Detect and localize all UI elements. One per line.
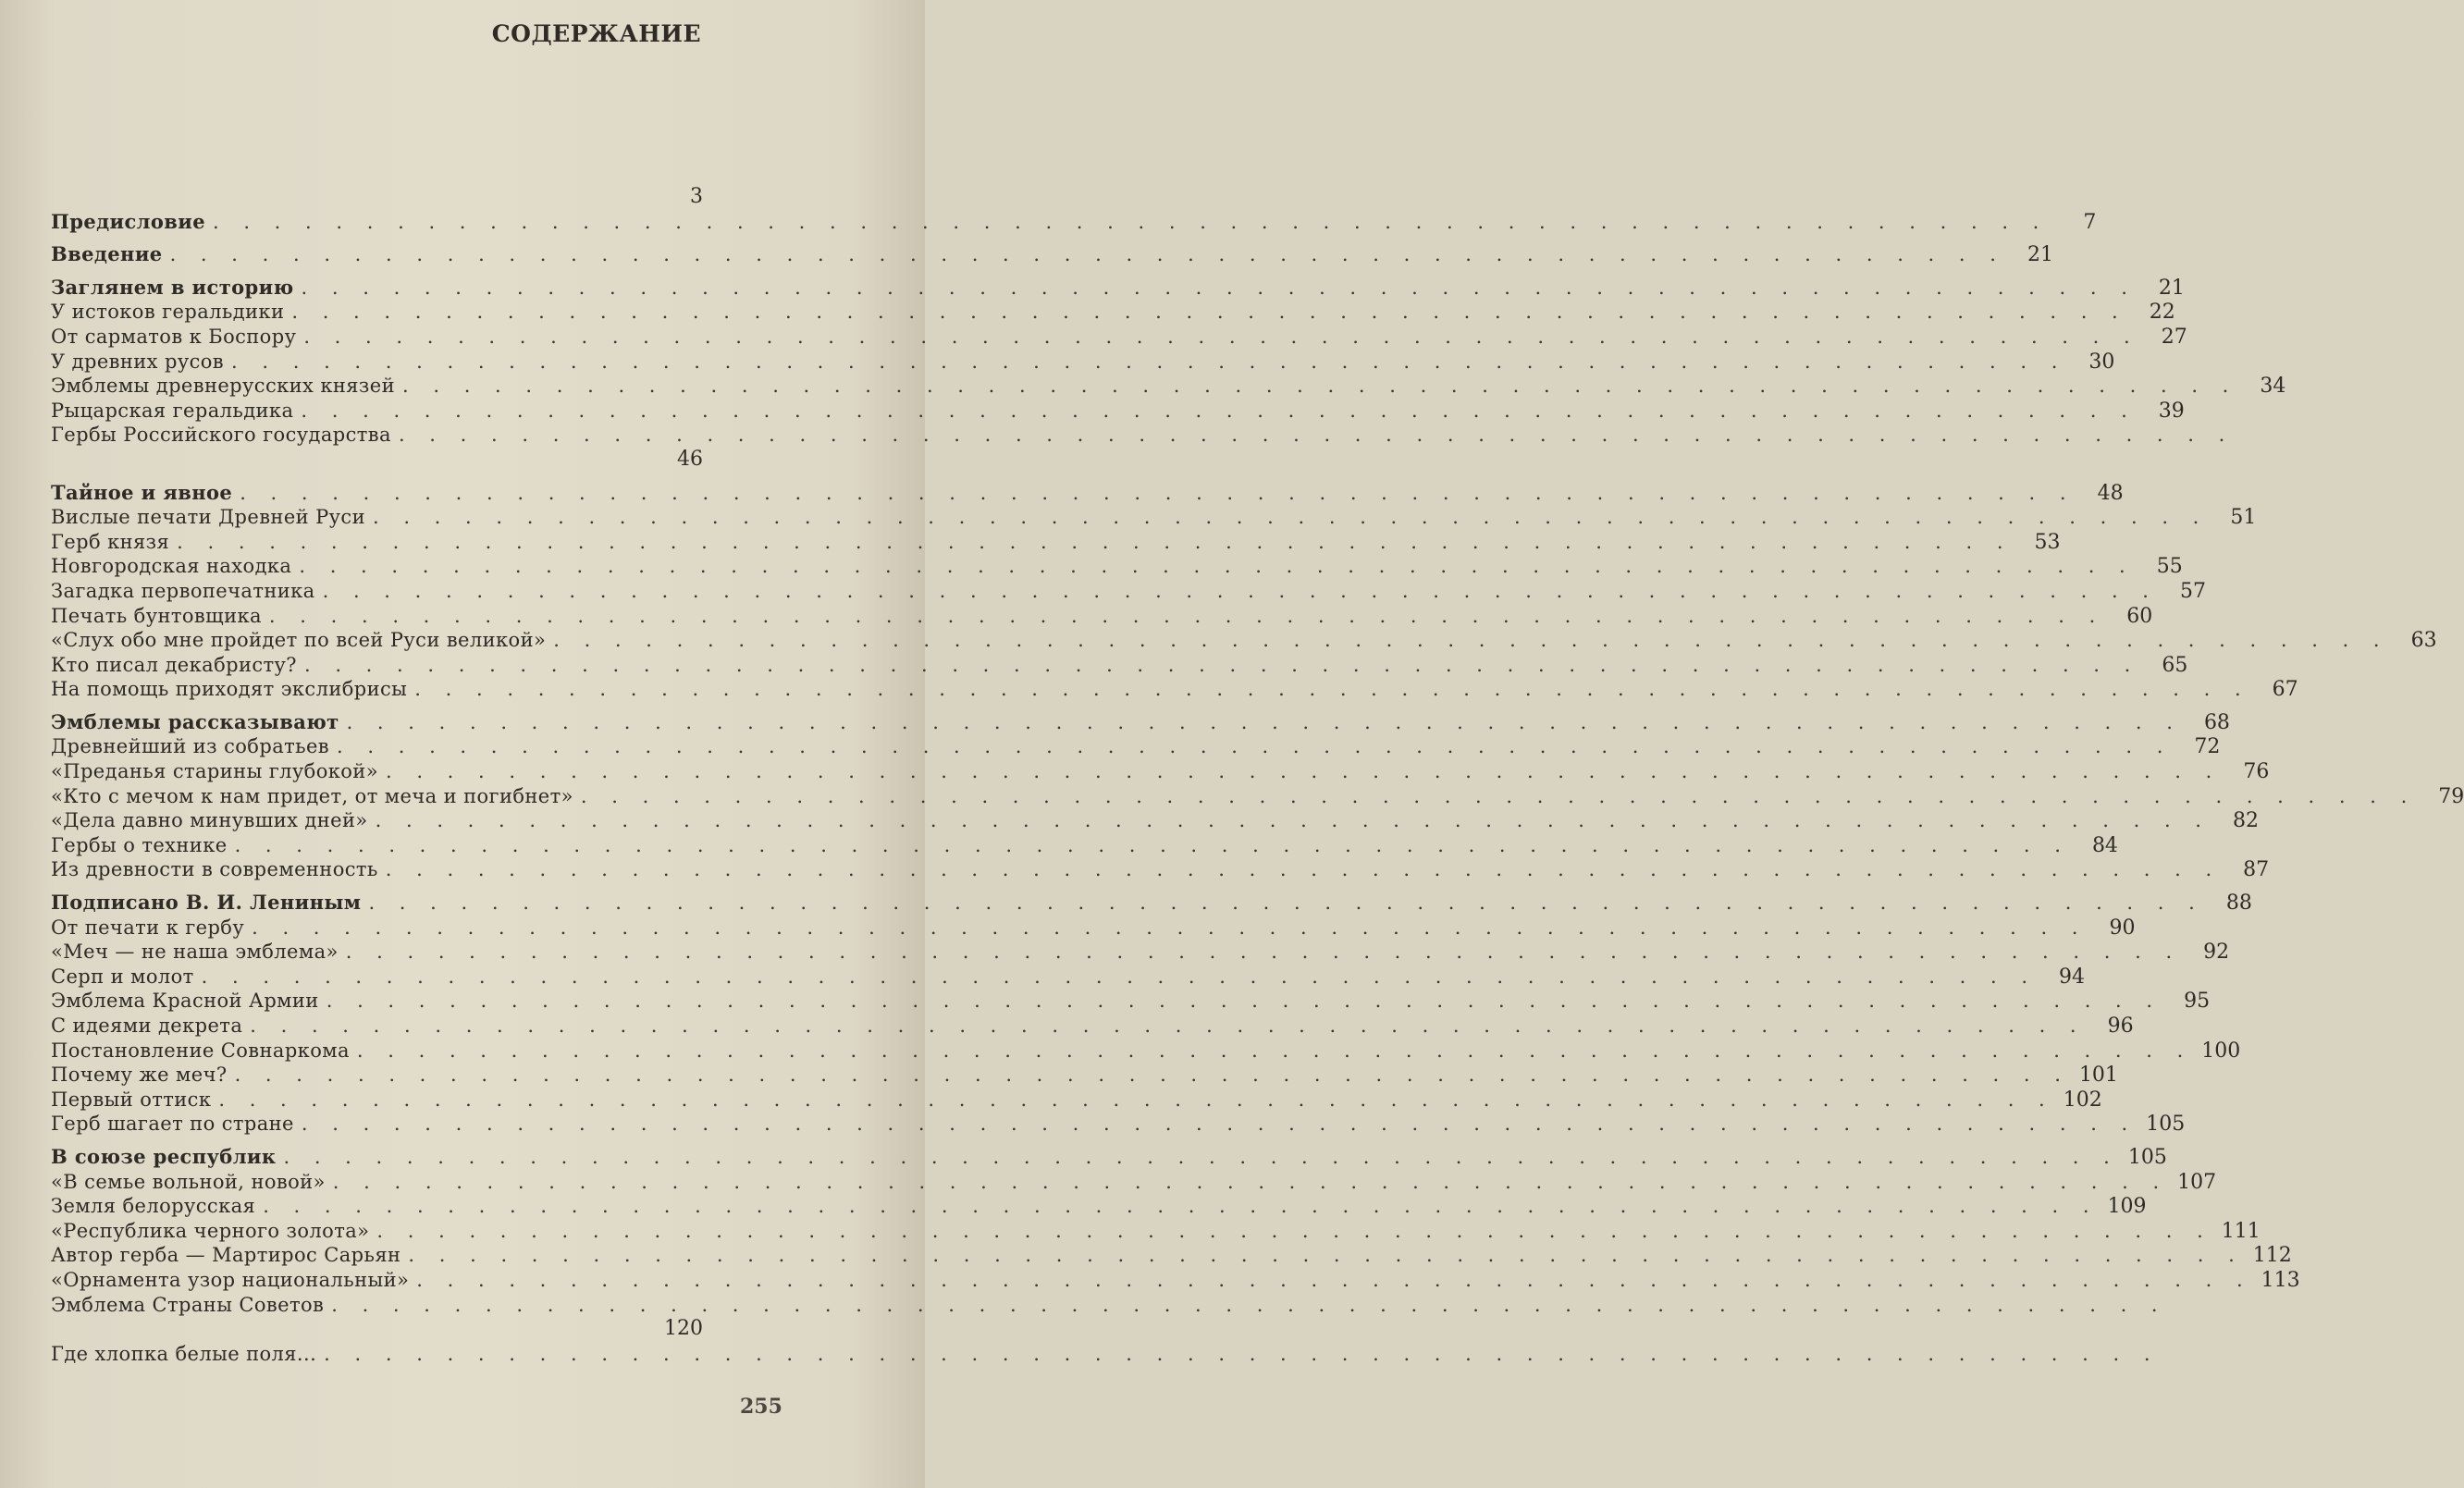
toc-entry-title: «Орнамента узор национальный» [51,1268,410,1291]
dot-leader: . . . . . . . . . . . . . . . . . . . . . . . . . . . . . . . . . . . . . . . . . . . . . . . . . . . . . . . . . . . . [240,481,2076,504]
toc-entry-title: Эмблемы рассказывают [51,709,339,733]
toc-page-number: 84 [2091,833,2118,857]
toc-page-number: 79 [2438,784,2464,808]
toc-page-number: 90 [2109,916,2136,940]
toc-page-number: 21 [2158,276,2185,300]
dot-leader: . . . . . . . . . . . . . . . . . . . . . . . . . . . . . . . . . . . . . . . . . . . . . . . . . . . . . . . . . . . . [398,424,2235,447]
toc-page-number: 46 [677,447,703,471]
toc-section-heading [51,480,2124,506]
dot-leader: . . . . . . . . . . . . . . . . . . . . . . . . . . . . . . . . . . . . . . . . . . . . . . . . . . . . . . . . . . . . [385,858,2222,881]
dot-leader: . . . . . . . . . . . . . . . . . . . . . . . . . . . . . . . . . . . . . . . . . . . . . . . . . . . . . . . . . . . . [368,892,2204,915]
toc-page-number: 68 [2203,710,2230,734]
toc-page-number: 88 [2225,892,2252,916]
dot-leader: . . . . . . . . . . . . . . . . . . . . . . . . . . . . . . . . . . . . . . . . . . . . . . . . . . . . . . . . . . . . [169,243,2005,266]
dot-leader: . . . . . . . . . . . . . . . . . . . . . . . . . . . . . . . . . . . . . . . . . . . . . . . . . . . . . . . . . . . . [283,1145,2119,1168]
toc-entry-title: Эмблема Страны Советов [51,1293,325,1316]
toc-entry-title: «Слух обо мне пройдет по всей Руси великой» [51,629,547,652]
toc-entry [51,579,2206,604]
toc-entry-title: От печати к гербу [51,916,245,939]
toc-entry-title: Введение [51,242,163,266]
toc-page-number: 67 [2272,678,2298,702]
toc-entry [51,784,2464,809]
toc-page-number: 82 [2233,809,2259,833]
toc-page-number: 3 [690,185,703,208]
toc-entry-title: Герб князя [51,530,170,553]
toc-entry-title: Древнейший из собратьев [51,735,330,758]
toc-entry [51,1243,2292,1268]
toc-page-number: 102 [2063,1088,2102,1112]
toc-page-number: 96 [2107,1015,2134,1038]
toc-page-number: 76 [2243,760,2270,784]
toc-entry-title: Вислые печати Древней Руси [51,506,365,529]
toc-entry-title: «Меч — не наша эмблема» [51,941,339,964]
toc-entry-title: От сарматов к Боспору [51,325,297,348]
dot-leader: . . . . . . . . . . . . . . . . . . . . . . . . . . . . . . . . . . . . . . . . . . . . . . . . . . . . . . . . . . . . [416,1268,2252,1291]
toc-entry [51,916,2136,941]
toc-page-number: 65 [2162,653,2188,677]
toc-entry [51,530,2061,555]
toc-entry-title: Рыцарская геральдика [51,399,294,422]
toc-section-heading [51,1144,2167,1170]
toc-entry-title: С идеями декрета [51,1015,243,1037]
toc-entry [51,628,2437,653]
toc-section-heading [51,275,2185,301]
toc-page-number: 107 [2177,1170,2217,1194]
toc-entry [51,554,2183,579]
dot-leader: . . . . . . . . . . . . . . . . . . . . . . . . . . . . . . . . . . . . . . . . . . . . . . . . . . . . . . . . . . . . [414,678,2250,701]
toc-entry [51,940,2230,965]
dot-leader: . . . . . . . . . . . . . . . . . . . . . . . . . . . . . . . . . . . . . . . . . . . . . . . . . . . . . . . . . . . . [301,399,2137,422]
toc-entry [51,1268,2300,1293]
toc-entry-title: Эмблема Красной Армии [51,990,319,1013]
toc-entry-title: В союзе республик [51,1144,277,1168]
table-of-contents [51,185,2464,1366]
toc-entry [51,325,2187,350]
toc-entry [51,653,2188,678]
dot-leader: . . . . . . . . . . . . . . . . . . . . . . . . . . . . . . . . . . . . . . . . . . . . . . . . . . . . . . . . . . . . [402,375,2238,398]
dot-leader: . . . . . . . . . . . . . . . . . . . . . . . . . . . . . . . . . . . . . . . . . . . . . . . . . . . . . . . . . . . . [212,210,2049,233]
dot-leader: . . . . . . . . . . . . . . . . . . . . . . . . . . . . . . . . . . . . . . . . . . . . . . . . . . . . . . . . . . . . [553,629,2389,652]
toc-entry-title: Из древности в современность [51,858,378,881]
dot-leader: . . . . . . . . . . . . . . . . . . . . . . . . . . . . . . . . . . . . . . . . . . . . . . . . . . . . . . . . . . . . [301,276,2137,299]
toc-entry-title: Предисловие [51,209,205,233]
toc-entry-title: Автор герба — Мартирос Сарьян [51,1244,401,1267]
dot-leader: . . . . . . . . . . . . . . . . . . . . . . . . . . . . . . . . . . . . . . . . . . . . . . . . . . . . . . . . . . . . [385,760,2222,783]
toc-entry [51,1112,2186,1137]
toc-entry-title: Кто писал декабристу? [51,653,297,676]
toc-entry [51,300,2175,325]
toc-entry [51,965,2086,990]
toc-entry [51,1194,2147,1219]
dot-leader: . . . . . . . . . . . . . . . . . . . . . . . . . . . . . . . . . . . . . . . . . . . . . . . . . . . . . . . . . . . . [408,1244,2244,1267]
toc-entry [51,1342,2160,1367]
toc-entry-title: Эмблемы древнерусских князей [51,375,395,398]
toc-page-number: 105 [2127,1145,2167,1169]
toc-entry-title: «Дела давно минувших дней» [51,809,368,832]
toc-entry-title: Постановление Совнаркома [51,1039,350,1062]
toc-entry-title: Подписано В. И. Лениным [51,891,362,915]
dot-leader: . . . . . . . . . . . . . . . . . . . . . . . . . . . . . . . . . . . . . . . . . . . . . . . . . . . . . . . . . . . . [234,833,2070,856]
toc-entry [51,399,2185,424]
dot-leader: . . . . . . . . . . . . . . . . . . . . . . . . . . . . . . . . . . . . . . . . . . . . . . . . . . . . . . . . . . . . [301,1113,2138,1136]
toc-section-heading [51,209,2097,235]
dot-leader: . . . . . . . . . . . . . . . . . . . . . . . . . . . . . . . . . . . . . . . . . . . . . . . . . . . . . . . . . . . . [332,1170,2169,1193]
toc-lone-page [51,185,703,210]
toc-entry [51,1063,2118,1088]
dot-leader: . . . . . . . . . . . . . . . . . . . . . . . . . . . . . . . . . . . . . . . . . . . . . . . . . . . . . . . . . . . . [234,1064,2070,1087]
toc-page-number: 51 [2230,506,2257,530]
dot-leader: . . . . . . . . . . . . . . . . . . . . . . . . . . . . . . . . . . . . . . . . . . . . . . . . . . . . . . . . . . . . [345,941,2182,964]
toc-entry [51,759,2270,784]
toc-entry [51,857,2270,882]
dot-leader: . . . . . . . . . . . . . . . . . . . . . . . . . . . . . . . . . . . . . . . . . . . . . . . . . . . . . . . . . . . . [231,350,2067,373]
toc-entry-title: «Кто с мечом к нам придет, от меча и погибнет» [51,784,573,807]
toc-page-number: 87 [2243,858,2270,882]
dot-leader: . . . . . . . . . . . . . . . . . . . . . . . . . . . . . . . . . . . . . . . . . . . . . . . . . . . . . . . . . . . . [324,1342,2160,1365]
toc-entry [51,1219,2261,1244]
toc-page-number: 21 [2027,243,2053,267]
toc-page-number: 39 [2158,399,2185,423]
toc-section-heading [51,891,2252,916]
toc-section-heading [51,242,2053,267]
toc-page-number: 63 [2410,629,2437,653]
page-heading: СОДЕРЖАНИЕ [491,20,701,47]
toc-entry-title: Гербы о технике [51,833,228,856]
toc-entry-title: Печать бунтовщика [51,604,262,627]
toc-page-number: 72 [2194,735,2221,759]
toc-entry [51,808,2259,833]
dot-leader: . . . . . . . . . . . . . . . . . . . . . . . . . . . . . . . . . . . . . . . . . . . . . . . . . . . . . . . . . . . . [303,325,2139,348]
toc-entry-title: Серп и молот [51,965,194,988]
dot-leader: . . . . . . . . . . . . . . . . . . . . . . . . . . . . . . . . . . . . . . . . . . . . . . . . . . . . . . . . . . . . [346,710,2182,733]
toc-page-number: 34 [2260,375,2286,399]
toc-entry-title: Где хлопка белые поля... [51,1342,317,1365]
toc-page-number: 7 [2083,210,2097,234]
toc-entry [51,677,2298,702]
dot-leader: . . . . . . . . . . . . . . . . . . . . . . . . . . . . . . . . . . . . . . . . . . . . . . . . . . . . . . . . . . . . [375,809,2211,832]
toc-entry [51,989,2211,1014]
toc-entry-title: «Республика черного золота» [51,1219,370,1242]
toc-page-number: 120 [664,1317,703,1341]
dot-leader: . . . . . . . . . . . . . . . . . . . . . . . . . . . . . . . . . . . . . . . . . . . . . . . . . . . . . . . . . . . . [218,1088,2054,1111]
toc-page-number: 100 [2201,1039,2241,1063]
dot-leader: . . . . . . . . . . . . . . . . . . . . . . . . . . . . . . . . . . . . . . . . . . . . . . . . . . . . . . . . . . . . [337,735,2173,758]
dot-leader: . . . . . . . . . . . . . . . . . . . . . . . . . . . . . . . . . . . . . . . . . . . . . . . . . . . . . . . . . . . . [201,965,2038,988]
toc-page-number: 111 [2221,1219,2261,1243]
toc-entry-title: «В семье вольной, новой» [51,1170,326,1193]
toc-page-number: 53 [2034,530,2061,554]
dot-leader: . . . . . . . . . . . . . . . . . . . . . . . . . . . . . . . . . . . . . . . . . . . . . . . . . . . . . . . . . . . . [250,1015,2086,1037]
toc-entry [51,505,2257,530]
toc-page-number: 101 [2078,1064,2118,1088]
toc-page-number: 113 [2261,1268,2300,1292]
toc-entry-title: Гербы Российского государства [51,424,391,447]
toc-page-number: 105 [2146,1113,2186,1137]
toc-page-number: 112 [2252,1244,2292,1268]
toc-page-number: 48 [2097,481,2124,505]
toc-entry-title: «Преданья старины глубокой» [51,760,378,783]
toc-entry-title: Тайное и явное [51,480,233,504]
toc-page-number: 95 [2184,990,2211,1014]
toc-entry [51,604,2153,629]
toc-entry [51,734,2221,759]
toc-page-number: 27 [2161,325,2187,349]
toc-entry-title: Земля белорусская [51,1195,256,1218]
dot-leader: . . . . . . . . . . . . . . . . . . . . . . . . . . . . . . . . . . . . . . . . . . . . . . . . . . . . . . . . . . . . [252,916,2088,939]
toc-entry-title: Новгородская находка [51,555,292,578]
dot-leader: . . . . . . . . . . . . . . . . . . . . . . . . . . . . . . . . . . . . . . . . . . . . . . . . . . . . . . . . . . . . [303,653,2140,676]
toc-entry [51,374,2286,399]
toc-entry-title: На помощь приходят экслибрисы [51,678,408,701]
toc-lone-page [51,1317,703,1342]
toc-page-number: 60 [2126,604,2153,628]
toc-page-number: 94 [2059,965,2086,989]
dot-leader: . . . . . . . . . . . . . . . . . . . . . . . . . . . . . . . . . . . . . . . . . . . . . . . . . . . . . . . . . . . . [331,1293,2167,1316]
dot-leader: . . . . . . . . . . . . . . . . . . . . . . . . . . . . . . . . . . . . . . . . . . . . . . . . . . . . . . . . . . . . [322,579,2158,602]
toc-section-heading [51,709,2230,735]
toc-entry-title: Заглянем в историю [51,275,294,299]
toc-entry [51,1039,2241,1064]
dot-leader: . . . . . . . . . . . . . . . . . . . . . . . . . . . . . . . . . . . . . . . . . . . . . . . . . . . . . . . . . . . . [263,1195,2099,1218]
toc-entry [51,1293,2167,1318]
toc-page-number: 92 [2203,941,2230,965]
page-number: 255 [740,1395,782,1419]
toc-entry-title: Загадка первопечатника [51,579,315,602]
toc-entry [51,1088,2102,1113]
toc-page-number: 57 [2179,579,2206,603]
dot-leader: . . . . . . . . . . . . . . . . . . . . . . . . . . . . . . . . . . . . . . . . . . . . . . . . . . . . . . . . . . . . [291,301,2127,324]
toc-entry [51,423,2235,448]
toc-page-number: 22 [2149,301,2175,325]
toc-entry-title: Почему же меч? [51,1064,228,1087]
dot-leader: . . . . . . . . . . . . . . . . . . . . . . . . . . . . . . . . . . . . . . . . . . . . . . . . . . . . . . . . . . . . [326,990,2162,1013]
toc-entry-title: Герб шагает по стране [51,1113,294,1136]
dot-leader: . . . . . . . . . . . . . . . . . . . . . . . . . . . . . . . . . . . . . . . . . . . . . . . . . . . . . . . . . . . . [299,555,2135,578]
toc-page-number: 55 [2156,555,2183,579]
toc-entry-title: У древних русов [51,350,225,373]
dot-leader: . . . . . . . . . . . . . . . . . . . . . . . . . . . . . . . . . . . . . . . . . . . . . . . . . . . . . . . . . . . . [372,506,2209,529]
dot-leader: . . . . . . . . . . . . . . . . . . . . . . . . . . . . . . . . . . . . . . . . . . . . . . . . . . . . . . . . . . . . [177,530,2013,553]
toc-entry [51,1170,2217,1195]
toc-page-number: 30 [2088,350,2115,374]
dot-leader: . . . . . . . . . . . . . . . . . . . . . . . . . . . . . . . . . . . . . . . . . . . . . . . . . . . . . . . . . . . . [356,1039,2193,1062]
toc-lone-page [51,448,703,473]
dot-leader: . . . . . . . . . . . . . . . . . . . . . . . . . . . . . . . . . . . . . . . . . . . . . . . . . . . . . . . . . . . . [580,784,2417,807]
dot-leader: . . . . . . . . . . . . . . . . . . . . . . . . . . . . . . . . . . . . . . . . . . . . . . . . . . . . . . . . . . . . [268,604,2105,627]
toc-entry-title: Первый оттиск [51,1088,212,1111]
toc-entry [51,833,2118,858]
toc-entry-title: У истоков геральдики [51,301,285,324]
dot-leader: . . . . . . . . . . . . . . . . . . . . . . . . . . . . . . . . . . . . . . . . . . . . . . . . . . . . . . . . . . . . [376,1219,2212,1242]
toc-entry [51,1014,2134,1039]
toc-page-number: 109 [2107,1195,2147,1219]
toc-entry [51,350,2115,375]
